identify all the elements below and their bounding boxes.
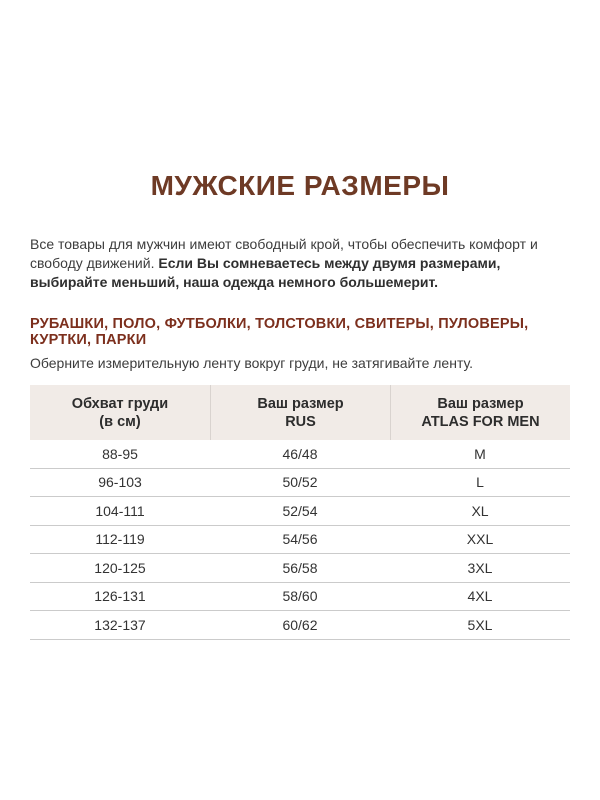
- rus-size-cell: 46/48: [282, 445, 318, 462]
- table-row: [30, 554, 570, 583]
- atlas-size-cell: XXL: [466, 531, 494, 548]
- rus-size-cell: 50/52: [282, 474, 318, 491]
- table-row: [30, 469, 570, 498]
- intro-text-bold: Если Вы сомневаетесь между двумя размерами, выбирайте меньший, наша одежда немного большемерит.: [30, 255, 501, 290]
- size-table: [30, 385, 570, 640]
- intro-paragraph: [30, 235, 570, 292]
- atlas-size-cell: M: [474, 445, 486, 462]
- header-atlas-line1: Ваш размер: [437, 395, 524, 412]
- table-row: [30, 611, 570, 640]
- rus-size-cell: 60/62: [282, 616, 318, 633]
- header-cell-rus: [210, 385, 390, 440]
- table-row: [30, 526, 570, 555]
- chest-range-cell: 126-131: [94, 588, 146, 605]
- header-cell-chest: [30, 385, 210, 440]
- rus-size-cell: 58/60: [282, 588, 318, 605]
- chest-range-cell: 120-125: [94, 559, 146, 576]
- measurement-instruction: Оберните измерительную ленту вокруг груди, не затягивайте ленту.: [30, 355, 474, 371]
- atlas-size-cell: 4XL: [467, 588, 493, 605]
- atlas-size-cell: L: [476, 474, 484, 491]
- atlas-size-cell: 5XL: [467, 616, 493, 633]
- atlas-size-cell: XL: [471, 502, 489, 519]
- chest-range-cell: 112-119: [95, 531, 145, 548]
- chest-range-cell: 132-137: [94, 616, 146, 633]
- chest-range-cell: 104-111: [95, 502, 145, 519]
- header-rus-line1: Ваш размер: [257, 395, 344, 412]
- table-row: [30, 497, 570, 526]
- rus-size-cell: 56/58: [282, 559, 318, 576]
- table-row: [30, 440, 570, 469]
- rus-size-cell: 52/54: [282, 502, 318, 519]
- atlas-size-cell: 3XL: [467, 559, 493, 576]
- table-header-row: [30, 385, 570, 440]
- chest-range-cell: 96-103: [98, 474, 142, 491]
- category-list-heading: РУБАШКИ, ПОЛО, ФУТБОЛКИ, ТОЛСТОВКИ, СВИТЕРЫ, ПУЛОВЕРЫ, КУРТКИ, ПАРКИ: [30, 316, 529, 348]
- rus-size-cell: 54/56: [282, 531, 318, 548]
- header-cell-atlas: [390, 385, 570, 440]
- header-rus-line2: RUS: [285, 413, 316, 430]
- page-title: МУЖСКИЕ РАЗМЕРЫ: [150, 170, 450, 201]
- header-chest-line2: (в см): [99, 413, 141, 430]
- table-row: [30, 583, 570, 612]
- intro-text-regular: Все товары для мужчин имеют свободный крой, чтобы обеспечить комфорт и свободу движений.: [30, 236, 538, 271]
- header-chest-line1: Обхват груди: [71, 395, 169, 412]
- chest-range-cell: 88-95: [102, 445, 138, 462]
- header-atlas-line2: ATLAS FOR MEN: [421, 413, 540, 430]
